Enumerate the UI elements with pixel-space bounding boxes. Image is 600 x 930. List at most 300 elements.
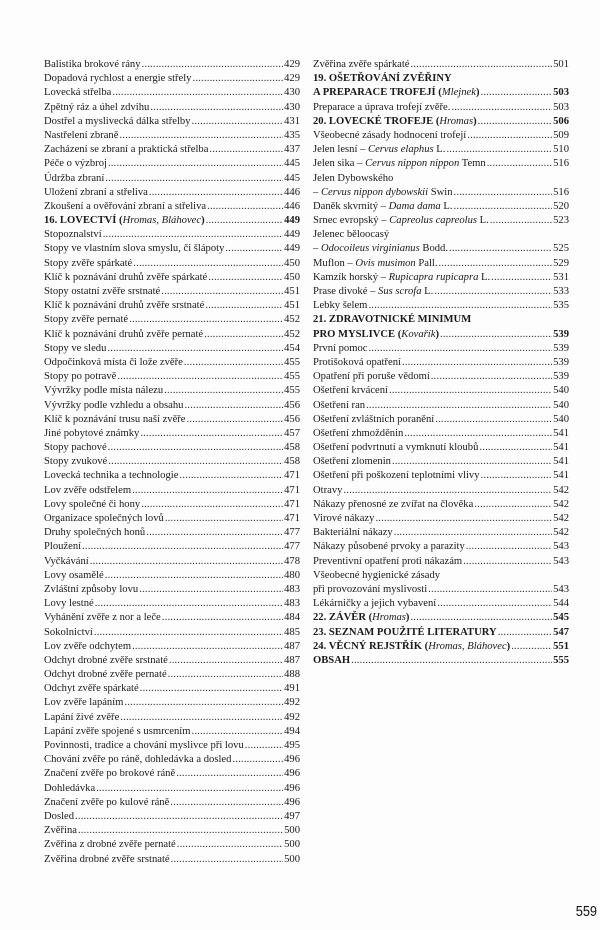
- title-text: 16. LOVECTVÍ (: [44, 215, 123, 227]
- dot-leader: [368, 299, 552, 313]
- title-text: Pall.: [415, 257, 438, 269]
- toc-entry: [44, 696, 300, 710]
- toc-page-number: 529: [553, 257, 569, 269]
- italic-text: Capreolus capreolus: [389, 215, 477, 227]
- dot-leader: [205, 299, 283, 313]
- toc-entry-title: [44, 654, 168, 668]
- title-text: L.: [477, 215, 489, 227]
- toc-entry-title: [44, 413, 186, 427]
- title-text: Dopadová rychlost a energie střely: [44, 73, 192, 85]
- title-text: Virové nákazy: [313, 513, 375, 524]
- title-text: 19. OŠETŘOVÁNÍ ZVĚŘINY: [313, 73, 452, 85]
- toc-entry: [44, 597, 300, 611]
- title-text: Klíč k poznávání druhů zvěře spárkaté: [44, 271, 208, 283]
- toc-page-number: 435: [284, 129, 300, 141]
- toc-page-number: 539: [553, 371, 569, 383]
- toc-page-number: 535: [553, 300, 569, 312]
- toc-page-number: 500: [284, 839, 300, 851]
- toc-page-number: 544: [553, 598, 569, 610]
- toc-entry: [44, 285, 300, 299]
- title-text: Ošetření při poškození teplotními vlivy: [313, 470, 480, 482]
- toc-chapter-entry: [313, 611, 569, 625]
- toc-entry: [313, 526, 569, 540]
- toc-entry: [44, 540, 300, 554]
- toc-entry-title: [44, 640, 131, 654]
- dot-leader: [207, 200, 283, 214]
- dot-leader: [480, 86, 552, 100]
- toc-entry: [313, 342, 569, 356]
- toc-page-number: 555: [553, 654, 569, 666]
- toc-entry-title: [313, 342, 367, 356]
- toc-page-number: 471: [284, 513, 300, 524]
- dot-leader: [343, 484, 552, 498]
- toc-entry-title: [313, 285, 433, 299]
- toc-entry: [313, 597, 569, 611]
- toc-page-number: 500: [284, 853, 300, 865]
- title-text: Jelenec běloocasý: [313, 229, 390, 241]
- title-text: Klíč k poznávání trusu naší zvěře: [44, 413, 186, 425]
- title-text: Lovy lestné: [44, 598, 94, 610]
- title-text: Preparace a úprava trofejí zvěře.: [313, 101, 451, 113]
- toc-entry: [44, 384, 300, 398]
- toc-entry-title: [44, 101, 149, 115]
- dot-leader: [204, 328, 283, 342]
- toc-entry-title: [313, 101, 450, 115]
- toc-entry: [313, 299, 569, 313]
- dot-leader: [162, 611, 283, 625]
- toc-entry-title: [313, 328, 439, 342]
- title-text: Temn: [459, 158, 486, 170]
- toc-entry: [44, 569, 300, 583]
- toc-page-number: 539: [553, 356, 569, 368]
- title-text: ): [405, 612, 410, 624]
- dot-leader: [389, 384, 552, 398]
- dot-leader: [437, 597, 552, 611]
- toc-entry-title: [44, 72, 191, 86]
- title-text: Otravy: [313, 484, 343, 496]
- toc-entry-title: [313, 200, 453, 214]
- toc-entry: [44, 242, 300, 256]
- title-text: Vyhánění zvěře z nor a leče: [44, 612, 161, 624]
- italic-text: Cervus elaphus: [368, 144, 434, 156]
- toc-chapter-entry: [313, 313, 569, 327]
- title-text: Zvěřina z drobné zvěře pernaté: [44, 839, 176, 851]
- title-text: ): [201, 215, 205, 227]
- dot-leader: [434, 285, 552, 299]
- dot-leader: [120, 711, 283, 725]
- toc-entry-title: [313, 455, 391, 469]
- toc-entry-title: [44, 228, 102, 242]
- toc-entry-title: [313, 640, 510, 654]
- toc-entry-title: [44, 384, 163, 398]
- dot-leader: [431, 370, 552, 384]
- toc-page-number: 446: [284, 200, 300, 212]
- dot-leader: [449, 242, 552, 256]
- toc-page-number: 533: [553, 286, 569, 297]
- toc-entry: [313, 356, 569, 370]
- toc-page-number: 478: [284, 555, 300, 567]
- toc-page-number: 455: [284, 356, 300, 368]
- title-text: Uložení zbraní a střeliva: [44, 186, 148, 198]
- dot-leader: [394, 526, 552, 540]
- toc-entry: [313, 399, 569, 413]
- dot-leader: [232, 753, 283, 767]
- italic-text: Ovis musimon: [355, 257, 416, 269]
- italic-text: Hromas: [372, 612, 406, 624]
- toc-page-number: 480: [284, 569, 300, 581]
- toc-page-number: 430: [284, 87, 300, 99]
- toc-page-number: 455: [284, 385, 300, 397]
- toc-page-number: 543: [553, 583, 569, 595]
- title-text: Vyčkávání: [44, 555, 89, 567]
- toc-entry-title: [44, 753, 231, 767]
- toc-page-number: 523: [553, 215, 569, 227]
- toc-entry-title: [313, 427, 403, 441]
- toc-entry-title: [44, 555, 89, 569]
- title-text: Zpětný ráz a úhel zdvihu: [44, 101, 150, 113]
- toc-entry-title: [44, 711, 119, 725]
- toc-page-number: 545: [553, 612, 569, 624]
- dot-leader: [208, 271, 283, 285]
- title-text: Stopy ve sledu: [44, 342, 107, 354]
- dot-leader: [428, 583, 552, 597]
- dot-leader: [474, 498, 552, 512]
- dot-leader: [410, 611, 552, 625]
- dot-leader: [108, 455, 283, 469]
- dot-leader: [438, 257, 552, 271]
- toc-entry-title: [313, 299, 367, 313]
- toc-entry: [44, 611, 300, 625]
- title-text: –: [313, 243, 321, 255]
- toc-page-number: 503: [553, 101, 569, 113]
- title-text: Zacházení se zbraní a praktická střelba: [44, 144, 209, 156]
- toc-entry: [44, 370, 300, 384]
- title-text: L.: [440, 200, 453, 212]
- dot-leader: [170, 796, 283, 810]
- toc-entry-title: [44, 569, 104, 583]
- toc-page-number: 455: [284, 371, 300, 383]
- title-text: Stopy zvěře pernaté: [44, 314, 129, 326]
- title-text: Jiné pobytové známky: [44, 427, 140, 439]
- title-text: Všeobecné zásady hodnocení trofejí: [313, 129, 467, 141]
- title-text: Stopoznalství: [44, 229, 102, 241]
- dot-leader: [392, 455, 552, 469]
- toc-entry: [313, 370, 569, 384]
- title-text: Druhy společných honů: [44, 527, 146, 539]
- toc-entry: [44, 512, 300, 526]
- toc-entry-title: [44, 370, 116, 384]
- toc-entry: [44, 796, 300, 810]
- toc-entry-title: [313, 186, 453, 200]
- title-text: Ošetření ran: [313, 399, 366, 411]
- toc-entry-title: [313, 413, 434, 427]
- title-text: Lékárničky a jejich vybavení: [313, 598, 437, 610]
- dot-leader: [139, 583, 283, 597]
- dot-leader: [467, 129, 552, 143]
- toc-page-number: 539: [553, 342, 569, 354]
- toc-entry-title: [44, 356, 183, 370]
- toc-page-number: 542: [553, 484, 569, 496]
- toc-entry-title: [44, 86, 111, 100]
- toc-page-number: 509: [553, 129, 569, 141]
- dot-leader: [375, 512, 552, 526]
- title-text: Lapání zvěře spojené s usmrcením: [44, 725, 191, 737]
- dot-leader: [149, 186, 283, 200]
- toc-page-number: 454: [284, 342, 300, 354]
- title-text: Klíč k poznávání druhů zvěře srstnaté: [44, 300, 205, 312]
- toc-entry-title: [313, 58, 409, 72]
- title-text: Lovy společné či hony: [44, 498, 141, 510]
- title-text: ): [473, 115, 477, 127]
- dot-leader: [165, 512, 283, 526]
- toc-entry-title: [313, 257, 437, 271]
- title-text: OBSAH: [313, 654, 351, 666]
- italic-text: Hromas, Bláhovec: [428, 640, 507, 652]
- title-text: L.: [478, 271, 491, 283]
- toc-entry-title: [44, 58, 141, 72]
- title-text: Lov zvěře odstřelem: [44, 484, 132, 496]
- toc-entry: [313, 257, 569, 271]
- title-text: Bakteriální nákazy: [313, 527, 393, 539]
- toc-entry-title: [313, 526, 393, 540]
- toc-entry-title: [44, 342, 106, 356]
- toc-page-number: 531: [553, 271, 569, 283]
- dot-leader: [402, 356, 552, 370]
- toc-entry-title: [44, 242, 224, 256]
- toc-entry-title: [313, 654, 350, 668]
- toc-entry-title: [44, 526, 145, 540]
- toc-entry-title: [44, 115, 191, 129]
- toc-entry: [313, 555, 569, 569]
- toc-page-number: 477: [284, 541, 300, 553]
- dot-leader: [463, 555, 552, 569]
- toc-page-number: 503: [553, 87, 569, 99]
- toc-entry-title: [44, 725, 191, 739]
- title-text: při provozování myslivosti: [313, 583, 428, 595]
- title-text: Jelen lesní –: [313, 144, 369, 156]
- toc-page-number: 452: [284, 314, 300, 326]
- dot-leader: [179, 469, 283, 483]
- toc-entry-title: [313, 583, 427, 597]
- toc-entry-title: [44, 186, 148, 200]
- toc-page-number: 491: [284, 683, 300, 695]
- toc-entry-title: [313, 115, 477, 129]
- toc-entry-title: [313, 597, 436, 611]
- toc-entry: [44, 271, 300, 285]
- dot-leader: [466, 540, 552, 554]
- dot-leader: [146, 526, 283, 540]
- title-text: 20. LOVECKÉ TROFEJE (: [313, 115, 440, 127]
- dot-leader: [206, 214, 284, 228]
- title-text: Stopy pachové: [44, 442, 107, 454]
- dot-leader: [171, 853, 284, 867]
- toc-entry-title: [313, 313, 471, 327]
- dot-leader: [245, 739, 283, 753]
- title-text: –: [313, 186, 321, 198]
- toc-entry: [313, 172, 569, 186]
- toc-entry: [313, 569, 569, 583]
- dot-leader: [487, 157, 552, 171]
- title-text: Organizace společných lovů: [44, 513, 164, 524]
- title-text: Protišoková opatření: [313, 356, 401, 368]
- title-text: Sokolnictví: [44, 626, 93, 638]
- dot-leader: [490, 214, 552, 228]
- toc-entry-title: [313, 72, 452, 86]
- toc-entry: [313, 583, 569, 597]
- toc-page-number: 429: [284, 59, 300, 70]
- title-text: Nákazy působené prvoky a parazity: [313, 541, 465, 553]
- dot-leader: [184, 399, 283, 413]
- title-text: L.: [433, 144, 446, 156]
- dot-leader: [192, 115, 284, 129]
- dot-leader: [479, 441, 552, 455]
- toc-entry-title: [313, 399, 365, 413]
- italic-text: Cervus nippon dybowskii: [320, 186, 429, 198]
- toc-chapter-entry: [313, 86, 569, 100]
- toc-entry: [44, 86, 300, 100]
- toc-entry: [313, 413, 569, 427]
- toc-page-number: 471: [284, 484, 300, 496]
- toc-page-number: 484: [284, 612, 300, 624]
- toc-entry: [44, 342, 300, 356]
- italic-text: Sus scrofa: [378, 286, 422, 297]
- toc-page-number: 543: [553, 555, 569, 567]
- italic-text: Rupicapra rupicapra: [388, 271, 479, 283]
- toc-entry: [44, 200, 300, 214]
- toc-page-number: 452: [284, 328, 300, 340]
- toc-page-number: 492: [284, 711, 300, 723]
- toc-entry-title: [313, 86, 479, 100]
- toc-entry: [313, 427, 569, 441]
- title-text: 22. ZÁVĚR (: [313, 612, 373, 624]
- toc-entry-title: [313, 157, 486, 171]
- toc-page-number: 429: [284, 73, 300, 85]
- dot-leader: [107, 342, 283, 356]
- title-text: Ošetření zhmožděnin: [313, 427, 404, 439]
- toc-entry-title: [313, 214, 489, 228]
- title-text: ): [475, 87, 480, 99]
- title-text: Značení zvěře po brokové ráně: [44, 768, 176, 780]
- toc-entry: [44, 484, 300, 498]
- dot-leader: [82, 540, 283, 554]
- dot-leader: [129, 313, 283, 327]
- toc-page-number: 430: [284, 101, 300, 113]
- dot-leader: [192, 725, 284, 739]
- toc-entry-title: [44, 271, 207, 285]
- dot-leader: [351, 654, 552, 668]
- toc-entry-title: [44, 696, 123, 710]
- toc-page-number: 501: [553, 59, 569, 70]
- toc-entry: [44, 767, 300, 781]
- toc-page-number: 516: [553, 158, 569, 170]
- toc-entry: [44, 157, 300, 171]
- toc-page-number: 541: [553, 470, 569, 482]
- toc-page-number: 496: [284, 754, 300, 766]
- title-text: Odpočinková místa či lože zvěře: [44, 356, 183, 368]
- toc-page-number: 449: [284, 243, 300, 255]
- title-text: Stopy po potravě: [44, 371, 117, 383]
- dot-leader: [140, 682, 283, 696]
- title-text: Povinnosti, tradice a chování myslivce při lovu: [44, 740, 244, 751]
- toc-page-number: 547: [553, 626, 569, 638]
- title-text: PRO MYSLIVCE (: [313, 328, 402, 340]
- dot-leader: [117, 370, 283, 384]
- title-text: Daněk skvrnitý –: [313, 200, 389, 212]
- title-text: Údržba zbraní: [44, 172, 105, 184]
- toc-entry-title: [313, 143, 445, 157]
- dot-leader: [435, 413, 552, 427]
- toc-entry-title: [44, 143, 208, 157]
- title-text: Balistika brokové rány: [44, 59, 141, 70]
- toc-page-number: 456: [284, 399, 300, 411]
- toc-page-number: 458: [284, 456, 300, 468]
- toc-page-number: 516: [553, 186, 569, 198]
- toc-page-number: 494: [284, 725, 300, 737]
- toc-entry-title: [44, 782, 95, 796]
- dot-leader: [140, 427, 283, 441]
- toc-page-number: 496: [284, 768, 300, 780]
- toc-page-number: 437: [284, 144, 300, 156]
- toc-entry: [313, 242, 569, 256]
- toc-entry-title: [44, 498, 140, 512]
- toc-page-number: 449: [284, 215, 300, 227]
- toc-entry-title: [44, 824, 77, 838]
- dot-leader: [108, 441, 283, 455]
- toc-page-number: 445: [284, 172, 300, 184]
- toc-entry-title: [44, 668, 167, 682]
- toc-entry: [44, 838, 300, 852]
- dot-leader: [498, 626, 552, 640]
- dot-leader: [168, 668, 283, 682]
- toc-page-number: 496: [284, 796, 300, 808]
- toc-entry-title: [44, 484, 131, 498]
- title-text: Stopy ostatní zvěře srstnaté: [44, 286, 161, 297]
- toc-entry-title: [44, 313, 128, 327]
- toc-entry: [44, 782, 300, 796]
- toc-page-number: 542: [553, 498, 569, 510]
- title-text: Vývržky podle vzhledu a obsahu: [44, 399, 184, 411]
- title-text: A PREPARACE TROFEJÍ (: [313, 87, 442, 99]
- dot-leader: [440, 328, 552, 342]
- title-text: Jelen Dybowského: [313, 172, 394, 184]
- toc-entry: [44, 115, 300, 129]
- toc-chapter-entry: [313, 640, 569, 654]
- italic-text: Hromas, Bláhovec: [122, 215, 202, 227]
- toc-page-number: 495: [284, 740, 300, 751]
- toc-entry-title: [44, 328, 203, 342]
- title-text: Vývržky podle místa nálezu: [44, 385, 164, 397]
- toc-entry-title: [313, 384, 388, 398]
- toc-entry: [44, 455, 300, 469]
- title-text: Ošetření zvláštních poranění: [313, 413, 435, 425]
- title-text: Swin: [428, 186, 453, 198]
- toc-page-number: 477: [284, 527, 300, 539]
- dot-leader: [454, 186, 553, 200]
- toc-page-number: 487: [284, 654, 300, 666]
- toc-entry: [313, 540, 569, 554]
- toc-entry-title: [44, 611, 161, 625]
- toc-entry: [44, 853, 300, 867]
- italic-text: Dama dama: [388, 200, 441, 212]
- title-text: Stopy ve vlastním slova smyslu, či šlápoty: [44, 243, 225, 255]
- toc-entry-title: [44, 796, 169, 810]
- toc-chapter-entry: [313, 115, 569, 129]
- toc-entry-title: [44, 838, 176, 852]
- title-text: Lov zvěře lapáním: [44, 697, 124, 709]
- toc-page-number: 506: [553, 115, 569, 127]
- dot-leader: [410, 58, 552, 72]
- toc-entry-title: [44, 512, 164, 526]
